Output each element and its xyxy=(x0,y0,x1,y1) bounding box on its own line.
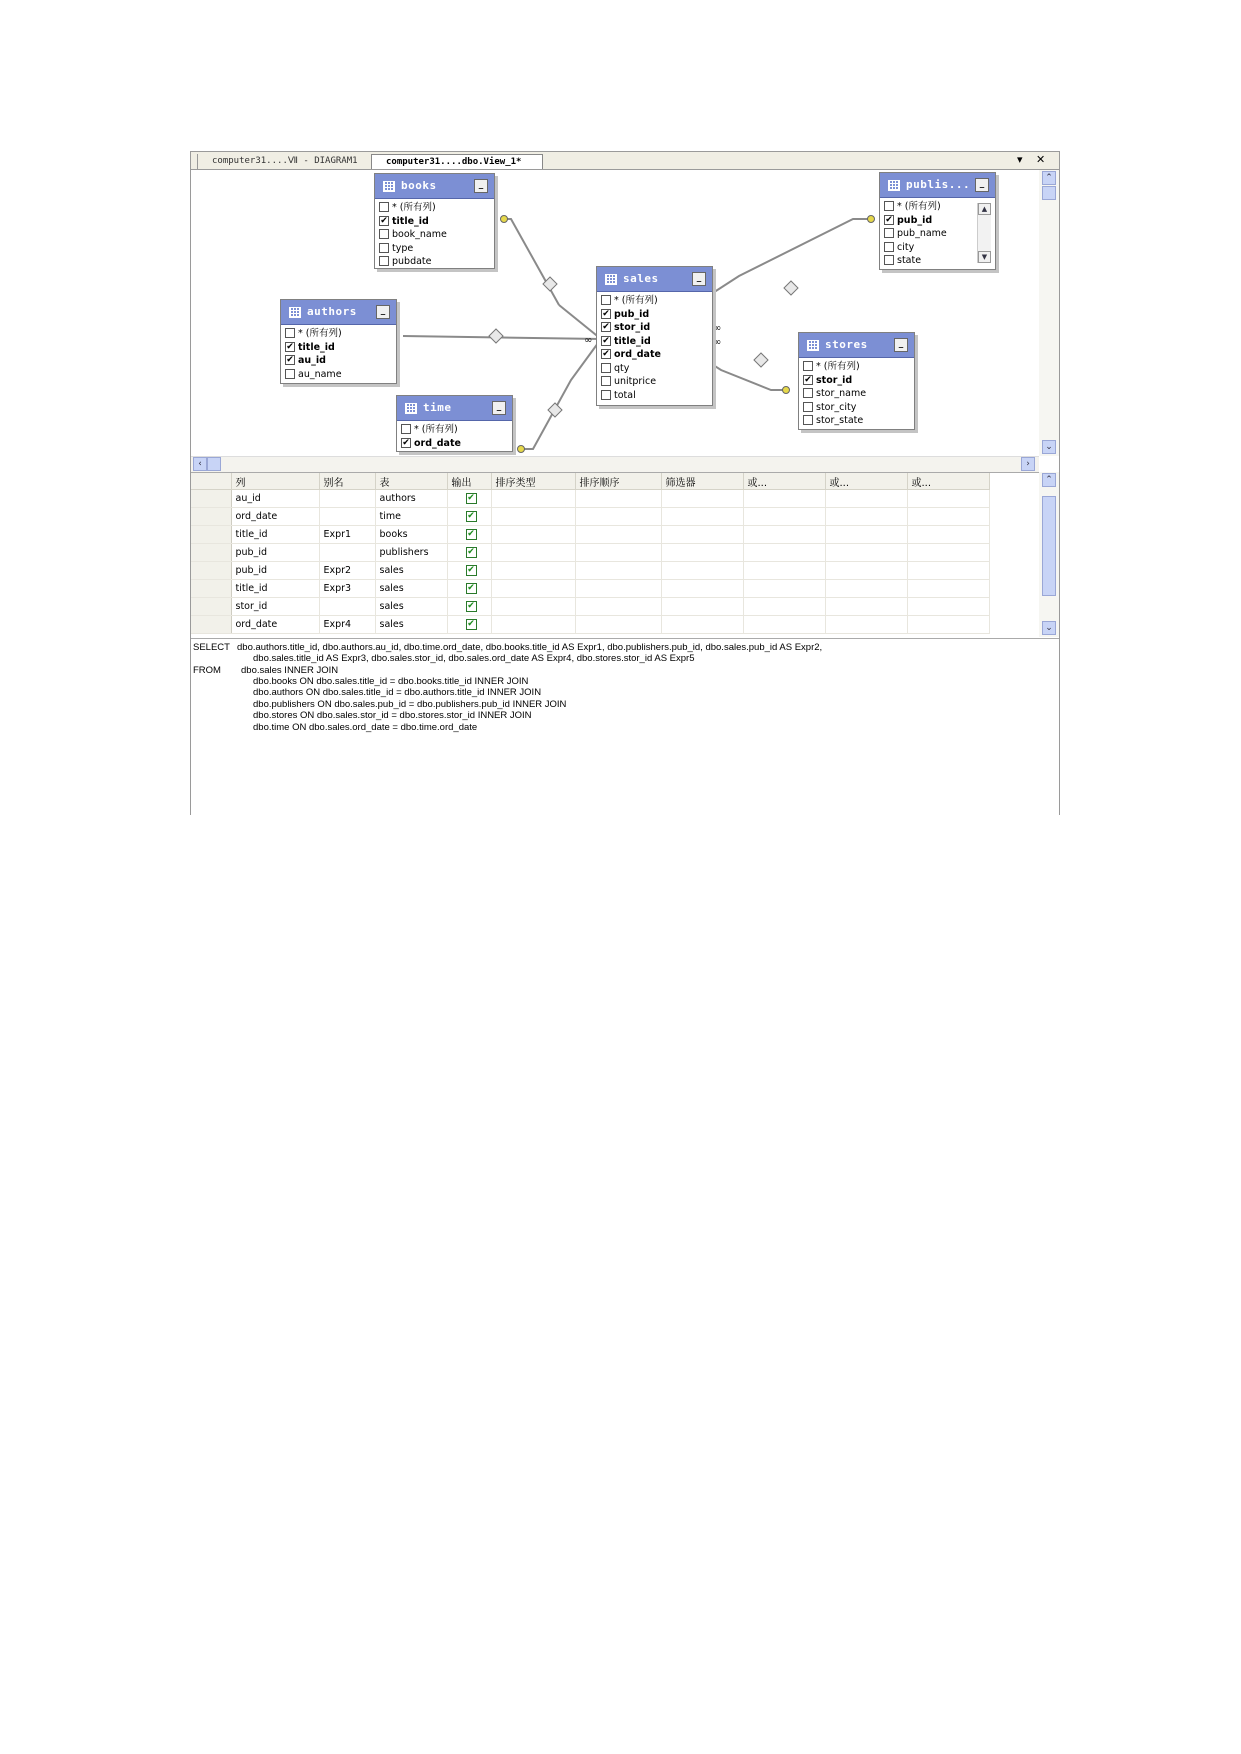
column-name: city xyxy=(897,241,915,253)
column-checkbox[interactable]: ✔ xyxy=(602,308,610,319)
output-checkbox[interactable]: ✔ xyxy=(467,565,475,575)
table-column-row[interactable] xyxy=(379,201,494,215)
column-name: ord_date xyxy=(414,437,461,449)
row-header-corner xyxy=(191,473,231,490)
cell-filter[interactable] xyxy=(661,580,743,598)
column-checkbox[interactable] xyxy=(884,242,894,252)
query-designer-window xyxy=(190,151,1060,815)
column-checkbox[interactable] xyxy=(803,402,813,412)
cell-table[interactable]: sales xyxy=(375,598,447,616)
column-checkbox[interactable]: ✔ xyxy=(602,322,610,332)
table-column-row[interactable] xyxy=(803,387,914,401)
row-header[interactable] xyxy=(191,562,231,580)
column-name: type xyxy=(392,242,414,254)
cell-table[interactable]: sales xyxy=(375,580,447,598)
cell-table[interactable]: time xyxy=(375,508,447,526)
cell-or[interactable] xyxy=(825,616,907,634)
table-title: books xyxy=(401,179,437,192)
column-checkbox[interactable] xyxy=(379,202,389,212)
cell-or[interactable] xyxy=(743,616,825,634)
cell-alias[interactable] xyxy=(319,490,375,508)
table-column-row[interactable] xyxy=(601,362,712,376)
table-title: authors xyxy=(307,305,357,318)
column-name: pub_id xyxy=(897,214,933,226)
cell-sort-type[interactable] xyxy=(491,490,575,508)
table-column-row[interactable] xyxy=(379,215,494,229)
column-checkbox[interactable]: ✔ xyxy=(885,214,893,225)
row-header[interactable] xyxy=(191,508,231,526)
cell-sort-order[interactable] xyxy=(575,562,661,580)
column-name: book_name xyxy=(392,229,447,240)
column-name: * (所有列) xyxy=(816,361,860,372)
cell-or[interactable] xyxy=(907,526,989,544)
cell-or[interactable] xyxy=(907,616,989,634)
cell-output[interactable] xyxy=(447,580,491,598)
column-checkbox[interactable] xyxy=(285,369,295,379)
cell-or[interactable] xyxy=(743,580,825,598)
grid-header-table[interactable]: 表 xyxy=(375,473,447,490)
row-header[interactable] xyxy=(191,580,231,598)
column-checkbox[interactable] xyxy=(803,361,813,371)
row-header[interactable] xyxy=(191,544,231,562)
scroll-up-icon[interactable]: ⌃ xyxy=(1042,473,1056,487)
table-row[interactable] xyxy=(191,508,989,526)
table-icon xyxy=(383,181,395,192)
cell-or[interactable] xyxy=(907,544,989,562)
table-column-row[interactable] xyxy=(601,335,712,349)
table-icon xyxy=(807,340,819,351)
table-column-row[interactable] xyxy=(601,294,712,308)
cell-column[interactable]: pub_id xyxy=(231,562,319,580)
table-column-row[interactable] xyxy=(379,228,494,242)
scroll-left-icon[interactable]: ‹ xyxy=(193,457,207,471)
grid-header-filter[interactable]: 筛选器 xyxy=(661,473,743,490)
cell-or[interactable] xyxy=(907,490,989,508)
table-column-row[interactable] xyxy=(601,375,712,389)
cell-sort-type[interactable] xyxy=(491,508,575,526)
table-column-row[interactable] xyxy=(401,423,512,437)
diagram-vertical-scrollbar[interactable] xyxy=(1039,170,1059,456)
relationship-diamond xyxy=(548,403,562,417)
column-checkbox[interactable] xyxy=(884,255,894,265)
table-sales[interactable] xyxy=(596,266,713,406)
dropdown-arrow-icon[interactable]: ▾ xyxy=(1017,153,1023,166)
infinity-icon: ∞ xyxy=(713,323,722,334)
cell-alias[interactable]: Expr1 xyxy=(319,526,375,544)
key-endpoint-icon xyxy=(783,387,790,394)
grid-header-sort-order[interactable]: 排序顺序 xyxy=(575,473,661,490)
sql-line: dbo.sales.title_id AS Expr3, dbo.sales.stor_id, dbo.sales.ord_date AS Expr4, dbo.stores.stor_id AS Expr5 xyxy=(253,653,695,664)
row-header[interactable] xyxy=(191,598,231,616)
column-checkbox[interactable] xyxy=(601,390,611,400)
output-checkbox[interactable]: ✔ xyxy=(467,547,475,557)
scroll-up-icon[interactable]: ▲ xyxy=(978,203,991,215)
cell-filter[interactable] xyxy=(661,490,743,508)
cell-or[interactable] xyxy=(907,598,989,616)
cell-sort-type[interactable] xyxy=(491,580,575,598)
output-checkbox[interactable]: ✔ xyxy=(467,583,475,593)
column-name: ord_date xyxy=(614,349,661,360)
column-name: stor_id xyxy=(614,322,651,333)
cell-sort-type[interactable] xyxy=(491,544,575,562)
table-scrollbar[interactable] xyxy=(977,203,991,263)
grid-header-sort-type[interactable]: 排序类型 xyxy=(491,473,575,490)
output-checkbox[interactable]: ✔ xyxy=(467,511,475,521)
column-name: title_id xyxy=(392,215,429,227)
grid-header-or[interactable]: 或... xyxy=(907,473,989,490)
cell-or[interactable] xyxy=(825,544,907,562)
column-checkbox[interactable] xyxy=(401,424,411,434)
column-name: stor_id xyxy=(816,374,853,386)
sql-line: dbo.sales INNER JOIN xyxy=(241,665,339,676)
output-checkbox[interactable]: ✔ xyxy=(467,529,475,539)
table-authors[interactable] xyxy=(280,299,397,384)
column-name: state xyxy=(897,255,922,266)
cell-filter[interactable] xyxy=(661,562,743,580)
key-endpoint-icon xyxy=(868,216,875,223)
infinity-icon: ∞ xyxy=(713,337,722,348)
column-name: title_id xyxy=(298,341,335,353)
cell-table[interactable]: sales xyxy=(375,616,447,634)
grid-header-or[interactable]: 或... xyxy=(743,473,825,490)
column-checkbox[interactable] xyxy=(803,415,813,425)
sql-line: dbo.authors.title_id, dbo.authors.au_id, dbo.time.ord_date, dbo.books.title_id AS Expr1, dbo.publishers.pub_id, dbo.sales.pub_id AS Expr2, xyxy=(237,642,823,653)
column-checkbox[interactable]: ✔ xyxy=(286,341,294,352)
cell-column[interactable]: title_id xyxy=(231,526,319,544)
table-title: publis... xyxy=(906,178,971,191)
table-time[interactable] xyxy=(396,395,513,452)
column-name: stor_city xyxy=(816,401,857,413)
cell-sort-order[interactable] xyxy=(575,544,661,562)
diagram-pane[interactable] xyxy=(191,170,1039,456)
cell-sort-type[interactable] xyxy=(491,616,575,634)
column-name: * (所有列) xyxy=(298,328,342,339)
relationship-diamond xyxy=(784,281,798,295)
cell-output[interactable] xyxy=(447,544,491,562)
cell-alias[interactable] xyxy=(319,508,375,526)
table-column-row[interactable] xyxy=(401,437,512,451)
table-column-row[interactable] xyxy=(601,321,712,335)
cell-sort-order[interactable] xyxy=(575,580,661,598)
cell-or[interactable] xyxy=(743,562,825,580)
infinity-icon: ∞ xyxy=(584,335,593,346)
minimize-icon[interactable]: _ xyxy=(975,178,989,192)
row-header[interactable] xyxy=(191,526,231,544)
column-name: pub_id xyxy=(614,308,650,320)
table-row[interactable] xyxy=(191,562,989,580)
scroll-thumb[interactable] xyxy=(207,457,221,471)
sql-line: dbo.books ON dbo.sales.title_id = dbo.books.title_id INNER JOIN xyxy=(253,676,529,687)
column-checkbox[interactable] xyxy=(285,328,295,338)
minimize-icon[interactable]: _ xyxy=(894,338,908,352)
cell-or[interactable] xyxy=(743,526,825,544)
grid-header-row xyxy=(191,473,989,490)
cell-or[interactable] xyxy=(825,526,907,544)
cell-or[interactable] xyxy=(743,490,825,508)
minimize-icon[interactable]: _ xyxy=(692,272,706,286)
cell-output[interactable] xyxy=(447,562,491,580)
cell-output[interactable] xyxy=(447,526,491,544)
table-column-row[interactable] xyxy=(803,414,914,428)
scroll-thumb[interactable] xyxy=(1042,186,1056,200)
cell-or[interactable] xyxy=(907,562,989,580)
cell-column[interactable]: stor_id xyxy=(231,598,319,616)
table-title: time xyxy=(423,401,452,414)
cell-filter[interactable] xyxy=(661,508,743,526)
column-name: au_name xyxy=(298,368,342,380)
cell-alias[interactable] xyxy=(319,598,375,616)
table-column-row[interactable] xyxy=(285,354,396,368)
row-header[interactable] xyxy=(191,490,231,508)
scroll-down-icon[interactable]: ⌄ xyxy=(1042,621,1056,635)
cell-or[interactable] xyxy=(743,598,825,616)
sql-from-keyword: FROM xyxy=(193,665,221,676)
document-tab-bar xyxy=(191,152,1059,170)
close-icon[interactable]: ✕ xyxy=(1036,153,1046,166)
table-row[interactable] xyxy=(191,490,989,508)
table-column-row[interactable] xyxy=(601,308,712,322)
column-checkbox[interactable]: ✔ xyxy=(402,437,410,448)
cell-output[interactable] xyxy=(447,490,491,508)
table-title: stores xyxy=(825,338,868,351)
relationship-diamond xyxy=(754,353,768,367)
column-checkbox[interactable]: ✔ xyxy=(286,355,294,365)
table-column-row[interactable] xyxy=(601,348,712,362)
scroll-up-icon[interactable]: ⌃ xyxy=(1042,171,1056,185)
column-name: stor_name xyxy=(816,388,867,399)
table-publishers[interactable] xyxy=(879,172,996,270)
cell-sort-order[interactable] xyxy=(575,490,661,508)
minimize-icon[interactable]: _ xyxy=(376,305,390,319)
column-checkbox[interactable] xyxy=(601,295,611,305)
cell-or[interactable] xyxy=(743,508,825,526)
column-checkbox[interactable] xyxy=(884,201,894,211)
column-checkbox[interactable] xyxy=(803,388,813,398)
sql-line: dbo.stores ON dbo.sales.stor_id = dbo.stores.stor_id INNER JOIN xyxy=(253,710,532,721)
table-column-row[interactable] xyxy=(601,389,712,403)
column-name: qty xyxy=(614,362,630,374)
table-row[interactable] xyxy=(191,544,989,562)
cell-output[interactable] xyxy=(447,508,491,526)
column-name: stor_state xyxy=(816,415,864,426)
cell-sort-type[interactable] xyxy=(491,562,575,580)
cell-sort-order[interactable] xyxy=(575,526,661,544)
key-endpoint-icon xyxy=(501,216,508,223)
sql-line: dbo.authors ON dbo.sales.title_id = dbo.authors.title_id INNER JOIN xyxy=(253,687,542,698)
scroll-right-icon[interactable]: › xyxy=(1021,457,1035,471)
column-checkbox[interactable]: ✔ xyxy=(602,349,610,359)
column-checkbox[interactable] xyxy=(379,229,389,239)
grid-header-output[interactable]: 输出 xyxy=(447,473,491,490)
table-row[interactable] xyxy=(191,580,989,598)
cell-column[interactable]: ord_date xyxy=(231,616,319,634)
column-name: * (所有列) xyxy=(414,424,458,435)
grid-header-alias[interactable]: 别名 xyxy=(319,473,375,490)
table-row[interactable] xyxy=(191,526,989,544)
cell-or[interactable] xyxy=(743,544,825,562)
tab-diagram1[interactable]: computer31....Ⅶ - DIAGRAM1 xyxy=(197,154,379,169)
table-icon xyxy=(289,307,301,318)
relationship-diamond xyxy=(489,329,503,343)
table-column-row[interactable] xyxy=(803,360,914,374)
table-row[interactable] xyxy=(191,616,989,634)
column-name: * (所有列) xyxy=(614,295,658,306)
cell-or[interactable] xyxy=(907,580,989,598)
cell-column[interactable]: ord_date xyxy=(231,508,319,526)
cell-alias[interactable]: Expr2 xyxy=(319,562,375,580)
key-endpoint-icon xyxy=(518,446,525,453)
cell-sort-order[interactable] xyxy=(575,508,661,526)
scroll-thumb[interactable] xyxy=(1042,496,1056,596)
column-name: pub_name xyxy=(897,228,947,239)
output-checkbox[interactable]: ✔ xyxy=(467,493,475,503)
table-icon xyxy=(888,180,900,191)
cell-column[interactable]: title_id xyxy=(231,580,319,598)
sql-pane[interactable] xyxy=(191,638,1059,815)
cell-filter[interactable] xyxy=(661,616,743,634)
cell-filter[interactable] xyxy=(661,544,743,562)
cell-or[interactable] xyxy=(825,598,907,616)
cell-column[interactable]: pub_id xyxy=(231,544,319,562)
criteria-grid[interactable] xyxy=(191,472,1039,638)
cell-sort-order[interactable] xyxy=(575,598,661,616)
cell-or[interactable] xyxy=(825,562,907,580)
scroll-down-icon[interactable]: ⌄ xyxy=(1042,440,1056,454)
grid-vertical-scrollbar[interactable] xyxy=(1039,472,1059,637)
cell-alias[interactable]: Expr4 xyxy=(319,616,375,634)
table-column-row[interactable] xyxy=(379,242,494,256)
cell-output[interactable] xyxy=(447,598,491,616)
cell-or[interactable] xyxy=(825,490,907,508)
table-column-row[interactable] xyxy=(379,255,494,269)
table-column-row[interactable] xyxy=(285,368,396,382)
table-stores[interactable] xyxy=(798,332,915,430)
table-title: sales xyxy=(623,272,659,285)
tab-view1[interactable]: computer31....dbo.View_1* xyxy=(371,154,543,169)
table-icon xyxy=(605,274,617,285)
table-column-row[interactable] xyxy=(285,327,396,341)
row-header[interactable] xyxy=(191,616,231,634)
grid-header-column[interactable]: 列 xyxy=(231,473,319,490)
column-checkbox[interactable]: ✔ xyxy=(804,374,812,385)
diagram-horizontal-scrollbar[interactable] xyxy=(191,456,1039,472)
cell-sort-type[interactable] xyxy=(491,598,575,616)
table-icon xyxy=(405,403,417,414)
cell-table[interactable]: books xyxy=(375,526,447,544)
cell-table[interactable]: authors xyxy=(375,490,447,508)
minimize-icon[interactable]: _ xyxy=(474,179,488,193)
cell-filter[interactable] xyxy=(661,598,743,616)
column-checkbox[interactable] xyxy=(379,243,389,253)
output-checkbox[interactable]: ✔ xyxy=(467,601,475,611)
cell-alias[interactable]: Expr3 xyxy=(319,580,375,598)
sql-select-keyword: SELECT xyxy=(193,642,230,653)
cell-table[interactable]: sales xyxy=(375,562,447,580)
sql-line: dbo.publishers ON dbo.sales.pub_id = dbo.publishers.pub_id INNER JOIN xyxy=(253,699,567,710)
cell-sort-order[interactable] xyxy=(575,616,661,634)
column-name: * (所有列) xyxy=(897,201,941,212)
column-name: pubdate xyxy=(392,256,432,267)
cell-alias[interactable] xyxy=(319,544,375,562)
column-checkbox[interactable] xyxy=(601,376,611,386)
column-checkbox[interactable]: ✔ xyxy=(602,335,610,346)
column-name: total xyxy=(614,389,636,401)
table-column-row[interactable] xyxy=(803,374,914,388)
minimize-icon[interactable]: _ xyxy=(492,401,506,415)
column-name: title_id xyxy=(614,335,651,347)
output-checkbox[interactable]: ✔ xyxy=(467,619,475,629)
sql-line: dbo.time ON dbo.sales.ord_date = dbo.time.ord_date xyxy=(253,722,478,733)
table-column-row[interactable] xyxy=(803,401,914,415)
column-checkbox[interactable] xyxy=(601,363,611,373)
table-row[interactable] xyxy=(191,598,989,616)
cell-table[interactable]: publishers xyxy=(375,544,447,562)
column-name: * (所有列) xyxy=(392,202,436,213)
cell-sort-type[interactable] xyxy=(491,526,575,544)
cell-filter[interactable] xyxy=(661,526,743,544)
cell-or[interactable] xyxy=(907,508,989,526)
cell-column[interactable]: au_id xyxy=(231,490,319,508)
scroll-down-icon[interactable]: ▼ xyxy=(978,251,991,263)
column-checkbox[interactable] xyxy=(884,228,894,238)
column-checkbox[interactable]: ✔ xyxy=(380,215,388,226)
table-column-row[interactable] xyxy=(285,341,396,355)
table-books[interactable] xyxy=(374,173,495,269)
grid-header-or[interactable]: 或... xyxy=(825,473,907,490)
column-name: unitprice xyxy=(614,376,657,387)
column-name: au_id xyxy=(298,355,326,366)
column-checkbox[interactable] xyxy=(379,256,389,266)
cell-or[interactable] xyxy=(825,580,907,598)
cell-or[interactable] xyxy=(825,508,907,526)
cell-output[interactable] xyxy=(447,616,491,634)
